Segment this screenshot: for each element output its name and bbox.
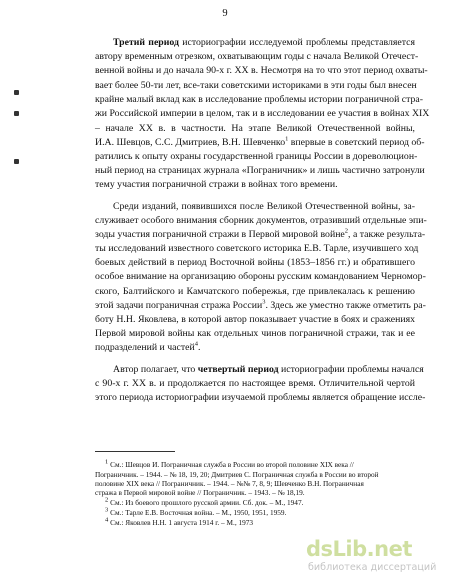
body-line: жи Российской империи в целом, так и в исследовании ее участия в войнах XIX <box>95 108 430 119</box>
body-line: боту Н.Н. Яковлева, в которой автор показывает участие в боях и сражениях <box>95 314 415 325</box>
body-line: Третий период историографии исследуемой проблемы представляется <box>113 37 416 48</box>
body-line: этого периода историографии изучаемой проблемы является обращение иссле- <box>95 392 426 403</box>
body-line: ского, Балтийского и Камчатского побережья, где привлекалась к решению <box>95 286 415 297</box>
watermark-subtitle: библиотека диссертаций <box>308 562 437 573</box>
footnote-ref[interactable]: 3 <box>262 298 266 306</box>
body-line: Среди изданий, появившихся после Великой Отечественной войны, за- <box>113 201 415 212</box>
body-line: Автор полагает, что четвертый период историографии проблемы начался <box>113 364 424 375</box>
body-line: этой задачи пограничная стража России$^3$. Здесь же уместно также отметить ра- <box>95 298 426 311</box>
footnote-line: $^2$ См.: Из боевого прошлого русской армии. Сб. док. – М., 1947. <box>105 496 304 507</box>
body-line: тему участия пограничной стражи в войнах того времени. <box>95 179 338 190</box>
body-line: особое внимание на организацию обороны русским командованием Черномор- <box>95 271 426 282</box>
footnote-line: $^3$ См.: Тарле Е.В. Восточная война. – М., 1950, 1951, 1959. <box>105 506 287 517</box>
footnote-ref[interactable]: 4 <box>194 340 198 348</box>
watermark <box>306 533 450 582</box>
body-line: Первой мировой войны как отдельных чинов пограничной стражи, так и ее <box>95 328 415 339</box>
body-line: автору временным отрезком, охватывающим годы с начала Великой Отечест- <box>95 51 419 62</box>
margin-mark <box>14 111 19 116</box>
footnote-line: $^4$ См.: Яковлев Н.Н. 1 августа 1914 г. – М., 1973 <box>105 516 254 527</box>
body-line: ты исследований известного советского историка Е.В. Тарле, изучившего ход <box>95 243 419 254</box>
footnote-line: $^1$ См.: Шевцов И. Пограничная служба в России во второй половине XIX века // <box>105 458 354 469</box>
footnote-number: 4 <box>105 516 109 524</box>
body-line: зоды участия пограничной стражи в Первой мировой войне$^2$, а также результа- <box>95 227 426 240</box>
footnote-line: стража в Первой мировой войне // Пограничник. – 1943. – № 18,19. <box>95 488 305 497</box>
margin-mark <box>14 159 19 164</box>
footnote-ref[interactable]: 1 <box>285 135 289 143</box>
bold-phrase: четвертый период <box>197 364 279 375</box>
footnote-number: 2 <box>105 496 109 504</box>
body-line: И.А. Шевцов, С.С. Дмитриев, В.Н. Шевченко$^1$ впервые в советский период об- <box>95 135 425 148</box>
body-line: с 90-х г. ХХ в. и продолжается по настоящее время. Отличительной чертой <box>95 378 415 389</box>
body-line: ратились к опыту охраны государственной границы России в дореволюцион- <box>95 151 418 162</box>
footnote-number: 3 <box>105 506 109 514</box>
footnote-line: Пограничник. – 1944. – № 18, 19, 20; Дмитриев С. Пограничная служба в России во второй <box>95 470 379 479</box>
body-line: подразделений и частей$^4$. <box>95 340 201 353</box>
body-line: крайне малый вклад как в исследование проблемы истории пограничной стра- <box>95 94 424 105</box>
footnote-ref[interactable]: 2 <box>344 227 349 235</box>
body-line: – начале ХХ в. в частности. На этапе Великой Отечественной войны, <box>95 123 415 134</box>
page-number: 9 <box>222 8 228 19</box>
footnote-number: 1 <box>105 458 109 466</box>
body-line: ный период на страницах журнала «Пограничник» и лишь частично затронули <box>95 165 425 176</box>
body-line: служивает особого внимания сборник документов, отразивший отдельные эпи- <box>95 215 427 226</box>
footnote-line: половине XIX века // Пограничник. – 1944. – №№ 7, 8, 9; Шевченко В.Н. Пограничная <box>95 479 364 488</box>
watermark-logo: dsLib.net <box>306 537 412 561</box>
margin-mark <box>14 90 19 95</box>
bold-phrase: Третий период <box>113 37 179 48</box>
body-line: вает более 50-ти лет, все-таки советскими историками в эти годы был внесен <box>95 80 417 91</box>
footnote-separator <box>95 451 175 452</box>
body-line: венной войны и до начала 90-х г. ХХ в. Несмотря на то что этот период охваты- <box>95 65 428 76</box>
body-line: боевых действий в период Восточной войны (1853–1856 гг.) и обратившего <box>95 257 415 268</box>
